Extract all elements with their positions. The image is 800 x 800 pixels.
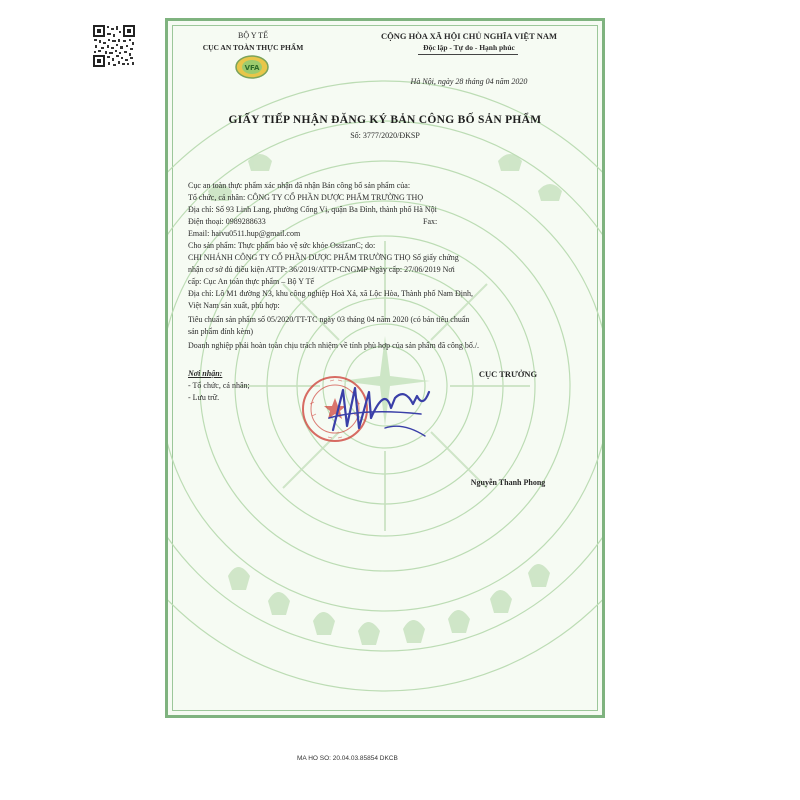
body-line: Tổ chức, cá nhân: CÔNG TY CỔ PHẦN DƯỢC PHẨM TRƯỜNG THỌ (188, 193, 424, 202)
body-line: Cho sản phẩm: Thực phẩm bảo vệ sức khỏe OssizanC; do: (188, 241, 376, 250)
certificate-content (168, 21, 602, 715)
agency-name: CỤC AN TOÀN THỰC PHẨM (202, 43, 304, 52)
body-line: nhận cơ sở đủ điều kiện ATTP: 36/2019/ATTP-CNGMP Ngày cấp: 27/06/2019 Nơi (188, 265, 455, 274)
vfa-logo-icon (234, 54, 270, 80)
document-title: GIẤY TIẾP NHẬN ĐĂNG KÝ BẢN CÔNG BỐ SẢN PHẨM (228, 114, 542, 126)
signer-title: CỤC TRƯỞNG (478, 369, 538, 379)
signer-name: Nguyễn Thanh Phong (470, 478, 546, 487)
national-motto: Độc lập - Tự do - Hạnh phúc (423, 43, 515, 52)
document-number: Số: 3777/2020/ĐKSP (350, 131, 420, 140)
body-line: Địa chỉ: Lô M1 đường N3, khu công nghiệp Hoà Xá, xã Lộc Hòa, Thành phố Nam Định, (188, 289, 474, 298)
motto-underline (418, 54, 518, 55)
recipient-item: - Tổ chức, cá nhân; (188, 381, 250, 390)
certificate-frame (165, 18, 605, 718)
qr-code (93, 25, 135, 67)
body-line: cấp: Cục An toàn thực phẩm – Bộ Y Tế (188, 277, 315, 286)
body-line: sản phẩm đính kèm) (188, 327, 254, 336)
body-line: Việt Nam sản xuất, phù hợp: (188, 301, 280, 310)
republic-name: CỘNG HÒA XÃ HỘI CHỦ NGHĨA VIỆT NAM (380, 31, 558, 41)
body-line: Email: haivu0511.hup@gmail.com (188, 229, 301, 238)
ministry-name: BỘ Y TẾ (238, 31, 268, 40)
body-line: Điện thoại: 0989288633 (188, 217, 266, 226)
recipient-item: - Lưu trữ. (188, 393, 220, 402)
body-line: Doanh nghiệp phải hoàn toàn chịu trách nhiệm về tính phù hợp của sản phẩm đã công bố./. (188, 341, 480, 350)
signature-icon (325, 378, 435, 450)
body-line: Tiêu chuẩn sản phẩm số 05/2020/TT-TC ngày 03 tháng 04 năm 2020 (có bản tiêu chuẩn (188, 315, 470, 324)
issue-date: Hà Nội, ngày 28 tháng 04 năm 2020 (410, 77, 528, 86)
recipients-heading: Nơi nhận: (188, 369, 223, 378)
svg-text:VFA: VFA (244, 64, 260, 72)
body-line: Địa chỉ: Số 93 Linh Lang, phường Cống Vị, quận Ba Đình, thành phố Hà Nội (188, 205, 437, 214)
fax-label: Fax: (423, 217, 438, 226)
body-line: Cục an toàn thực phẩm xác nhận đã nhận Bản công bố sản phẩm của: (188, 181, 411, 190)
record-code: MA HO SO: 20.04.03.85854 DKCB (297, 755, 398, 762)
body-line: CHI NHÁNH CÔNG TY CỔ PHẦN DƯỢC PHẨM TRƯỜNG THỌ Số giấy chứng (188, 253, 459, 262)
